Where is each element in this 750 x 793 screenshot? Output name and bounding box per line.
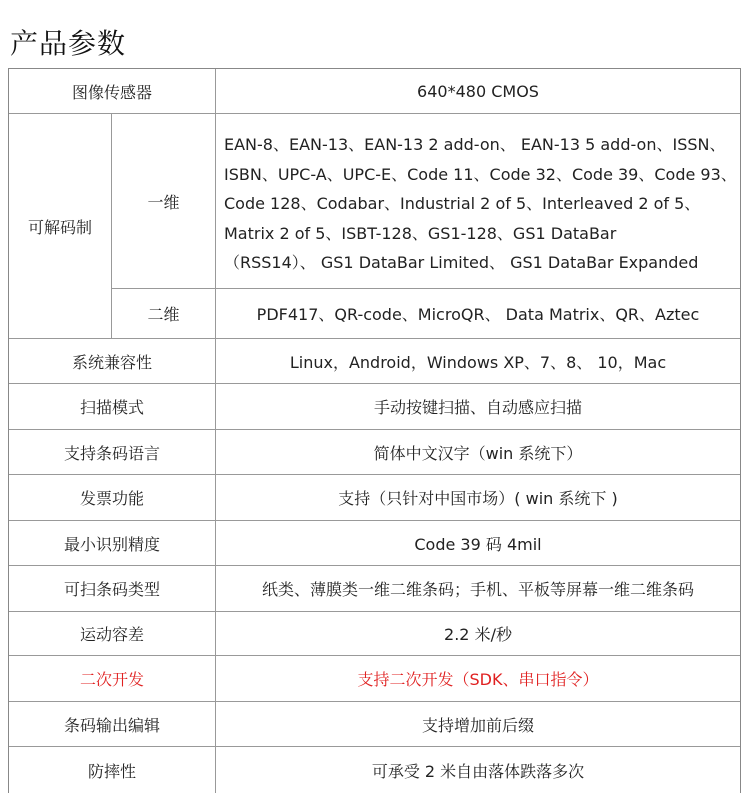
table-row — [9, 384, 740, 430]
row-label: 条码输出编辑 — [9, 702, 216, 746]
row-value: 可承受 2 米自由落体跌落多次 — [371, 762, 585, 781]
row-label: 最小识别精度 — [9, 521, 216, 565]
table-row — [9, 69, 740, 114]
row-value: 手动按键扫描、自动感应扫描 — [373, 398, 582, 417]
table-row — [9, 566, 740, 612]
row-value: 支持二次开发（SDK、串口指令） — [357, 670, 599, 689]
page-title: 产品参数 — [10, 27, 127, 60]
one-d-line: Code 128、Codabar、Industrial 2 of 5、Interleaved 2 of 5、 — [224, 194, 701, 213]
row-value: 2.2 米/秒 — [444, 625, 512, 644]
table-row — [9, 339, 740, 384]
two-d-value: PDF417、QR-code、MicroQR、 Data Matrix、QR、Aztec — [216, 289, 740, 339]
row-value: 简体中文汉字（win 系统下） — [373, 443, 583, 463]
two-d-label: 二维 — [112, 289, 216, 339]
one-d-line: EAN-8、EAN-13、EAN-13 2 add-on、 EAN-13 5 add-on、ISSN、 — [224, 135, 726, 154]
row-label: 系统兼容性 — [9, 339, 216, 383]
row-label: 图像传感器 — [9, 69, 216, 113]
row-value: 640*480 CMOS — [417, 81, 539, 101]
table-row — [9, 475, 740, 521]
row-label: 发票功能 — [9, 475, 216, 520]
one-d-line: （RSS14）、 GS1 DataBar Limited、 GS1 DataBar Expanded — [224, 253, 699, 272]
row-label: 可扫条码类型 — [9, 566, 216, 611]
row-value: 纸类、薄膜类一维二维条码；手机、平板等屏幕一维二维条码 — [261, 580, 694, 599]
table-row — [9, 702, 740, 747]
row-label: 支持条码语言 — [9, 430, 216, 474]
table-row — [9, 430, 740, 475]
table-row — [9, 656, 740, 702]
row-label: 二次开发 — [9, 656, 216, 701]
table-row — [9, 612, 740, 656]
row-label: 防摔性 — [9, 747, 216, 793]
table-row — [9, 747, 740, 793]
table-row — [9, 521, 740, 566]
row-label: 扫描模式 — [9, 384, 216, 429]
one-d-label: 一维 — [112, 114, 216, 289]
one-d-line: ISBN、UPC-A、UPC-E、Code 11、Code 32、Code 39、Code 93、 — [224, 164, 737, 184]
one-d-value — [216, 114, 740, 289]
row-value: 支持增加前后缀 — [421, 715, 534, 735]
row-label: 运动容差 — [9, 612, 216, 655]
row-value: Linux，Android，Windows XP、7、8、 10，Mac — [289, 352, 667, 372]
row-value: 支持（只针对中国市场）( win 系统下 ) — [338, 489, 618, 508]
spec-table — [8, 68, 741, 793]
row-value: Code 39 码 4mil — [414, 534, 542, 554]
decode-label: 可解码制 — [9, 114, 112, 339]
one-d-line: Matrix 2 of 5、ISBT-128、GS1-128、GS1 DataBar — [224, 223, 617, 243]
